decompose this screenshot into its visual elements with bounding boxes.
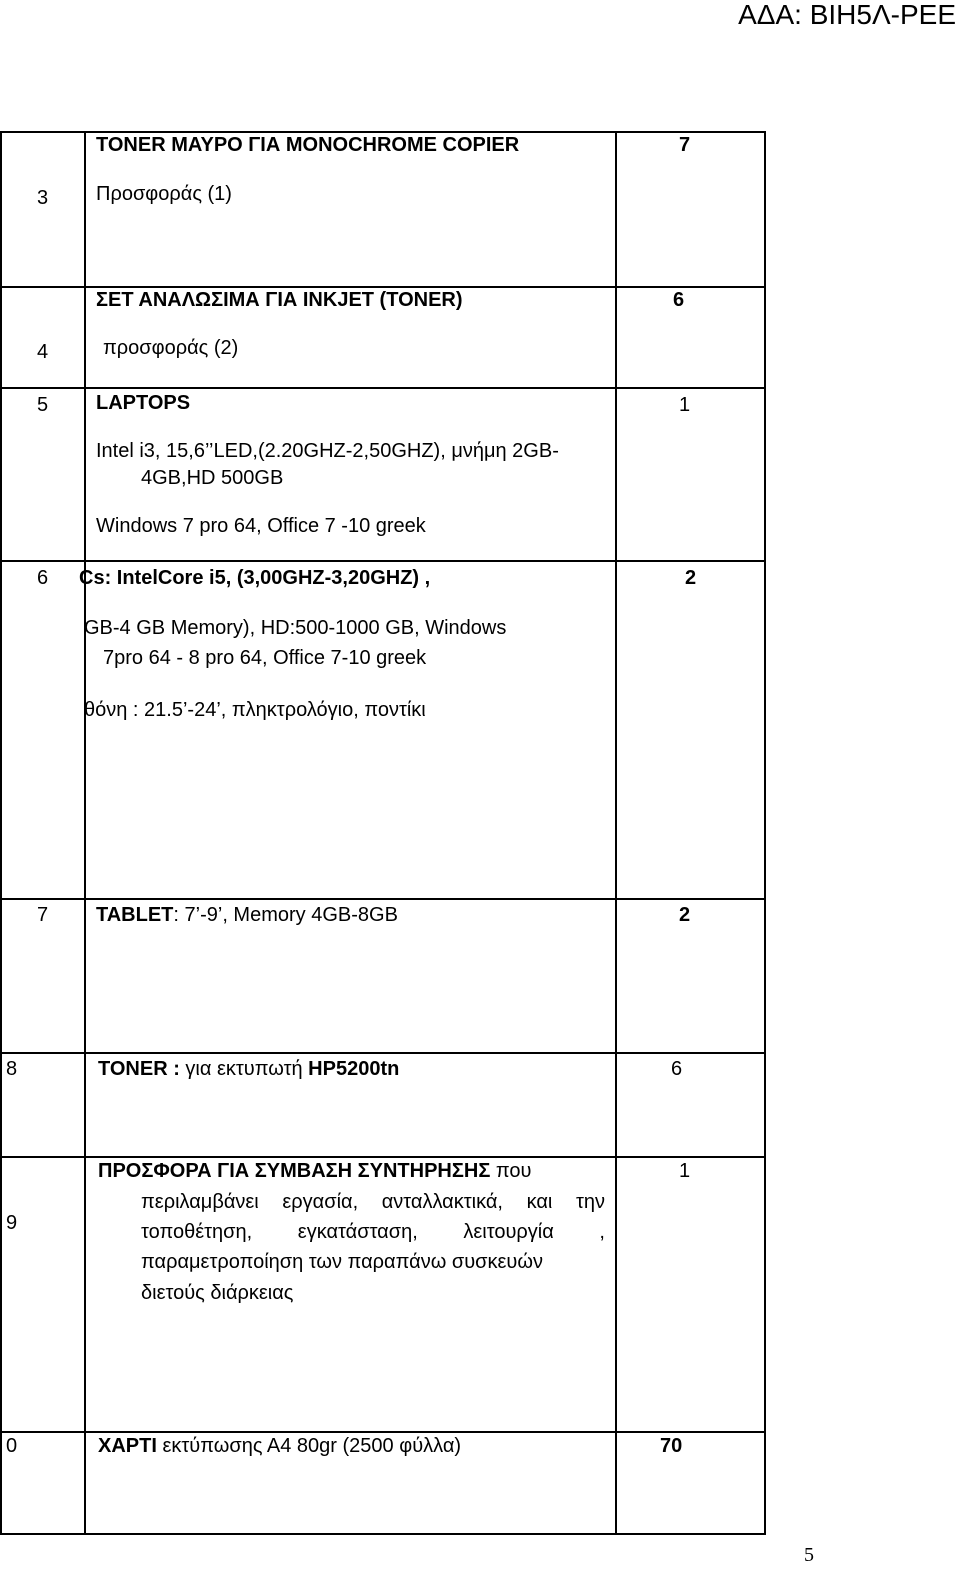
item-quantity: 2	[685, 567, 697, 589]
ada-code: ΑΔΑ: ΒΙΗ5Λ-ΡΕΕ	[738, 0, 956, 30]
item-spec-line: παραμετροποίηση των παραπάνω συσκευών	[141, 1251, 543, 1273]
item-subtitle: προσφοράς (2)	[103, 337, 239, 359]
item-spec-line: Windows 7 pro 64, Office 7 -10 greek	[96, 515, 426, 537]
item-quantity: 1	[679, 394, 691, 416]
item-quantity: 6	[673, 289, 685, 311]
row-number: 9	[6, 1212, 18, 1234]
row-number: 7	[37, 904, 49, 926]
item-spec-line: GB-4 GB Memory), HD:500-1000 GB, Windows	[84, 617, 507, 639]
item-subtitle: Προσφοράς (1)	[96, 183, 232, 205]
item-title: ΧΑΡΤΙ εκτύπωσης Α4 80gr (2500 φύλλα)	[98, 1435, 462, 1457]
row-number: 8	[6, 1058, 18, 1080]
item-spec-line: Intel i3, 15,6’’LED,(2.20GHZ-2,50GHZ), μνήμη 2GB-	[96, 440, 559, 462]
item-spec-line: τοποθέτηση, εγκατάσταση, λειτουργία ,	[141, 1221, 605, 1243]
page-number: 5	[804, 1544, 814, 1566]
item-quantity: 6	[671, 1058, 683, 1080]
row-number: 4	[37, 341, 49, 363]
item-spec-line: περιλαμβάνει εργασία, ανταλλακτικά, και την	[141, 1191, 605, 1213]
row-number: 5	[37, 394, 49, 416]
item-spec-line: διετούς διάρκειας	[141, 1282, 294, 1304]
item-title: ΠΡΟΣΦΟΡΑ ΓΙΑ ΣΥΜΒΑΣΗ ΣΥΝΤΗΡΗΣΗΣ που	[98, 1160, 532, 1182]
item-spec-line: 7pro 64 - 8 pro 64, Office 7-10 greek	[103, 647, 427, 669]
row-number: 3	[37, 187, 49, 209]
row-number: 6	[37, 567, 49, 589]
item-quantity: 2	[679, 904, 691, 926]
row-number: 0	[6, 1435, 18, 1457]
item-quantity: 7	[679, 134, 691, 156]
item-spec-line: Cs: IntelCore i5, (3,00GHZ-3,20GHZ) ,	[79, 567, 431, 589]
item-spec-line: 4GB,HD 500GB	[141, 467, 284, 489]
item-title: TABLET: 7’-9’, Memory 4GB-8GB	[96, 904, 398, 926]
item-title: LAPTOPS	[96, 392, 191, 414]
item-title: ΣΕΤ ΑΝΑΛΩΣΙΜΑ ΓΙΑ INKJET (TONER)	[96, 289, 463, 311]
item-quantity: 70	[660, 1435, 683, 1457]
item-title: TONER : για εκτυπωτή HP5200tn	[98, 1058, 400, 1080]
item-spec-line: θόνη : 21.5’-24’, πληκτρολόγιο, ποντίκι	[84, 699, 426, 721]
item-title: TONER ΜΑΥΡΟ ΓΙΑ MONOCHROME COPIER	[96, 134, 520, 156]
item-quantity: 1	[679, 1160, 691, 1182]
